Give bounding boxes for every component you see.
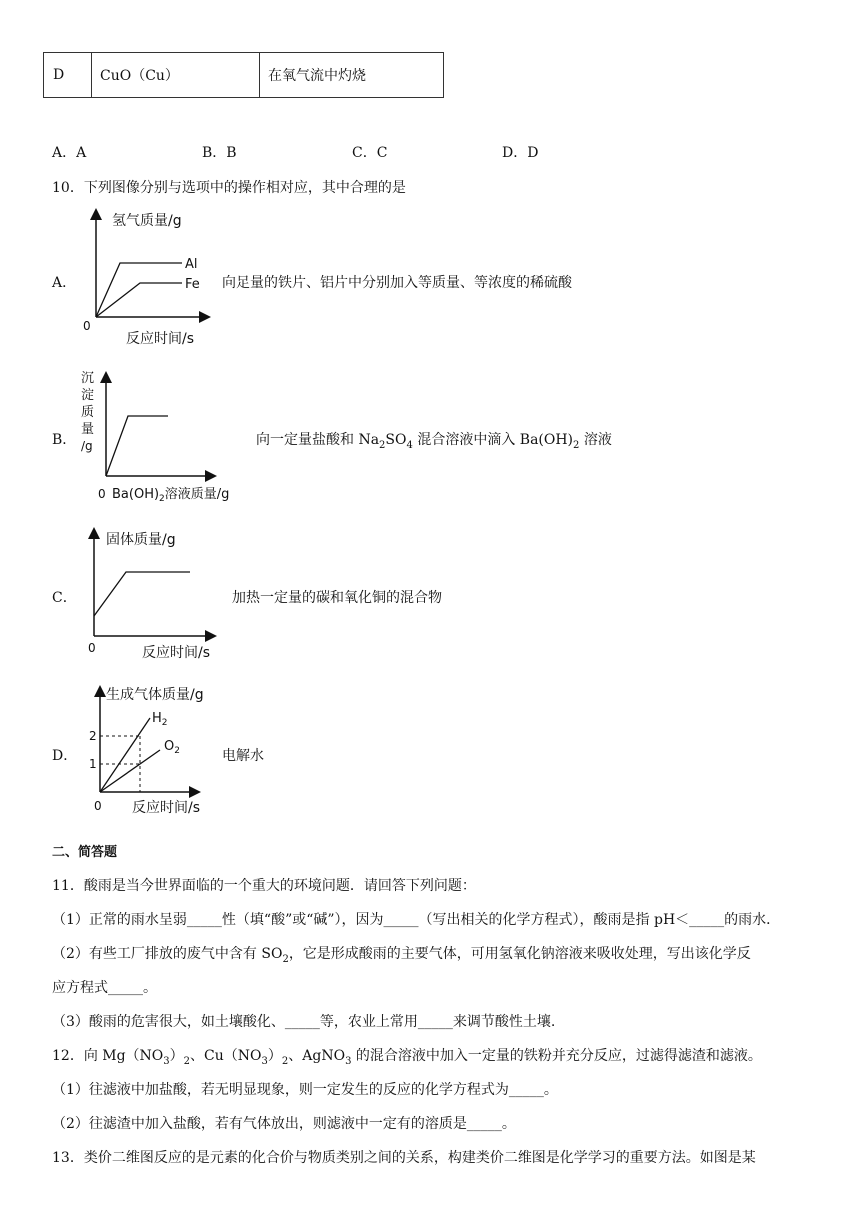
graph-a-xlabel: 反应时间/s (126, 331, 195, 347)
h2-line (100, 718, 150, 792)
section-title: 二、简答题 (52, 845, 118, 860)
graph-b-ylabel-2: 淀 (81, 388, 95, 403)
table-cell-substance: CuO（Cu） (100, 68, 179, 84)
q12-part2: （2）往滤渣中加入盐酸，若有气体放出，则滤液中一定有的溶质是_____。 (52, 1116, 516, 1132)
q9-option-c: C．C (352, 145, 388, 161)
o2-line (100, 750, 160, 792)
graph-c-origin: 0 (88, 641, 96, 655)
q9-option-a: A．A (52, 145, 87, 161)
q10-option-b-label: B． (52, 432, 77, 448)
graph-d-gas-mass (86, 680, 216, 820)
q9-option-b: B．B (202, 145, 237, 161)
q12-stem: 12．向 $Mg(NO_3)_2$、$Cu(NO_3)_2$、AgNO$_3$ 的混合溶液中加入一定量的铁粉并充分反应，过滤得滤渣和滤液。 (52, 1048, 762, 1067)
series-al-line (96, 263, 182, 317)
graph-b-ylabel-4: 量 (81, 422, 95, 437)
table-cell-option: D (53, 67, 65, 83)
q10-option-c-label: C． (52, 590, 77, 606)
q11-part2: （2）有些工厂排放的废气中含有 $SO_2$，它是形成酸雨的主要气体，可用氢氧化钠溶液来吸收处理，写出该化学反 (52, 946, 751, 965)
q9-option-d: D．D (502, 145, 539, 161)
q11-part3: （3）酸雨的危害很大，如土壤酸化、_____等，农业上常用_____来调节酸性土壤. (52, 1014, 556, 1030)
graph-b-precipitate-mass (76, 366, 246, 508)
graph-b-origin: 0 (98, 487, 106, 501)
q10-stem: 10．下列图像分别与选项中的操作相对应，其中合理的是 (52, 180, 406, 196)
graph-d-origin: 0 (94, 799, 102, 813)
graph-c-ylabel: 固体质量/g (106, 532, 176, 548)
q11-stem: 11．酸雨是当今世界面临的一个重大的环境问题．请回答下列问题： (52, 878, 476, 894)
graph-b-ylabel-5: /g (81, 439, 93, 453)
o2-label: $O_2$ (164, 739, 180, 756)
h2-label: $H_2$ (152, 711, 168, 728)
q10-option-a-desc: 向足量的铁片、铝片中分别加入等质量、等浓度的稀硫酸 (222, 275, 572, 291)
series-al-label: Al (185, 257, 198, 272)
graph-a-origin: 0 (83, 319, 91, 333)
graph-b-ylabel-3: 质 (81, 405, 95, 420)
graph-d-ylabel: 生成气体质量/g (106, 687, 204, 703)
q11-part1: （1）正常的雨水呈弱_____性（填“酸”或“碱”），因为_____（写出相关的化学方程式），酸雨是指 pH＜_____的雨水． (52, 912, 781, 928)
graph-b-xlabel: $Ba(OH)_2$溶液质量/g (112, 487, 230, 504)
graph-d-xlabel: 反应时间/s (132, 800, 201, 816)
table-cell-method: 在氧气流中灼烧 (268, 68, 366, 84)
graph-a-ylabel: 氢气质量/g (112, 213, 182, 229)
graph-c-solid-mass (80, 524, 230, 664)
q10-option-b-desc: 向一定量盐酸和 $Na_2SO_4$ 混合溶液中滴入 $Ba(OH)_2$ 溶液 (256, 432, 612, 451)
graph-a-hydrogen-mass (80, 205, 220, 350)
q11-part2-line2: 应方程式_____。 (52, 980, 157, 996)
q13-stem: 13．类价二维图反应的是元素的化合价与物质类别之间的关系，构建类价二维图是化学学习的重要方法。如图是某 (52, 1150, 756, 1166)
answer-table-row-d (43, 52, 444, 98)
table-divider (91, 53, 92, 97)
table-divider (259, 53, 260, 97)
tick-1: 1 (89, 757, 97, 771)
solid-mass-curve (94, 572, 190, 616)
q10-option-d-desc: 电解水 (222, 748, 264, 764)
precipitate-curve (106, 416, 168, 476)
series-fe-label: Fe (185, 277, 200, 292)
tick-2: 2 (89, 729, 97, 743)
graph-c-xlabel: 反应时间/s (142, 645, 211, 661)
graph-b-ylabel-1: 沉 (81, 371, 95, 386)
q10-option-a-label: A． (52, 275, 77, 291)
q12-part1: （1）往滤液中加盐酸，若无明显现象，则一定发生的反应的化学方程式为_____。 (52, 1082, 558, 1098)
q10-option-d-label: D． (52, 748, 78, 764)
q10-option-c-desc: 加热一定量的碳和氧化铜的混合物 (232, 590, 442, 606)
